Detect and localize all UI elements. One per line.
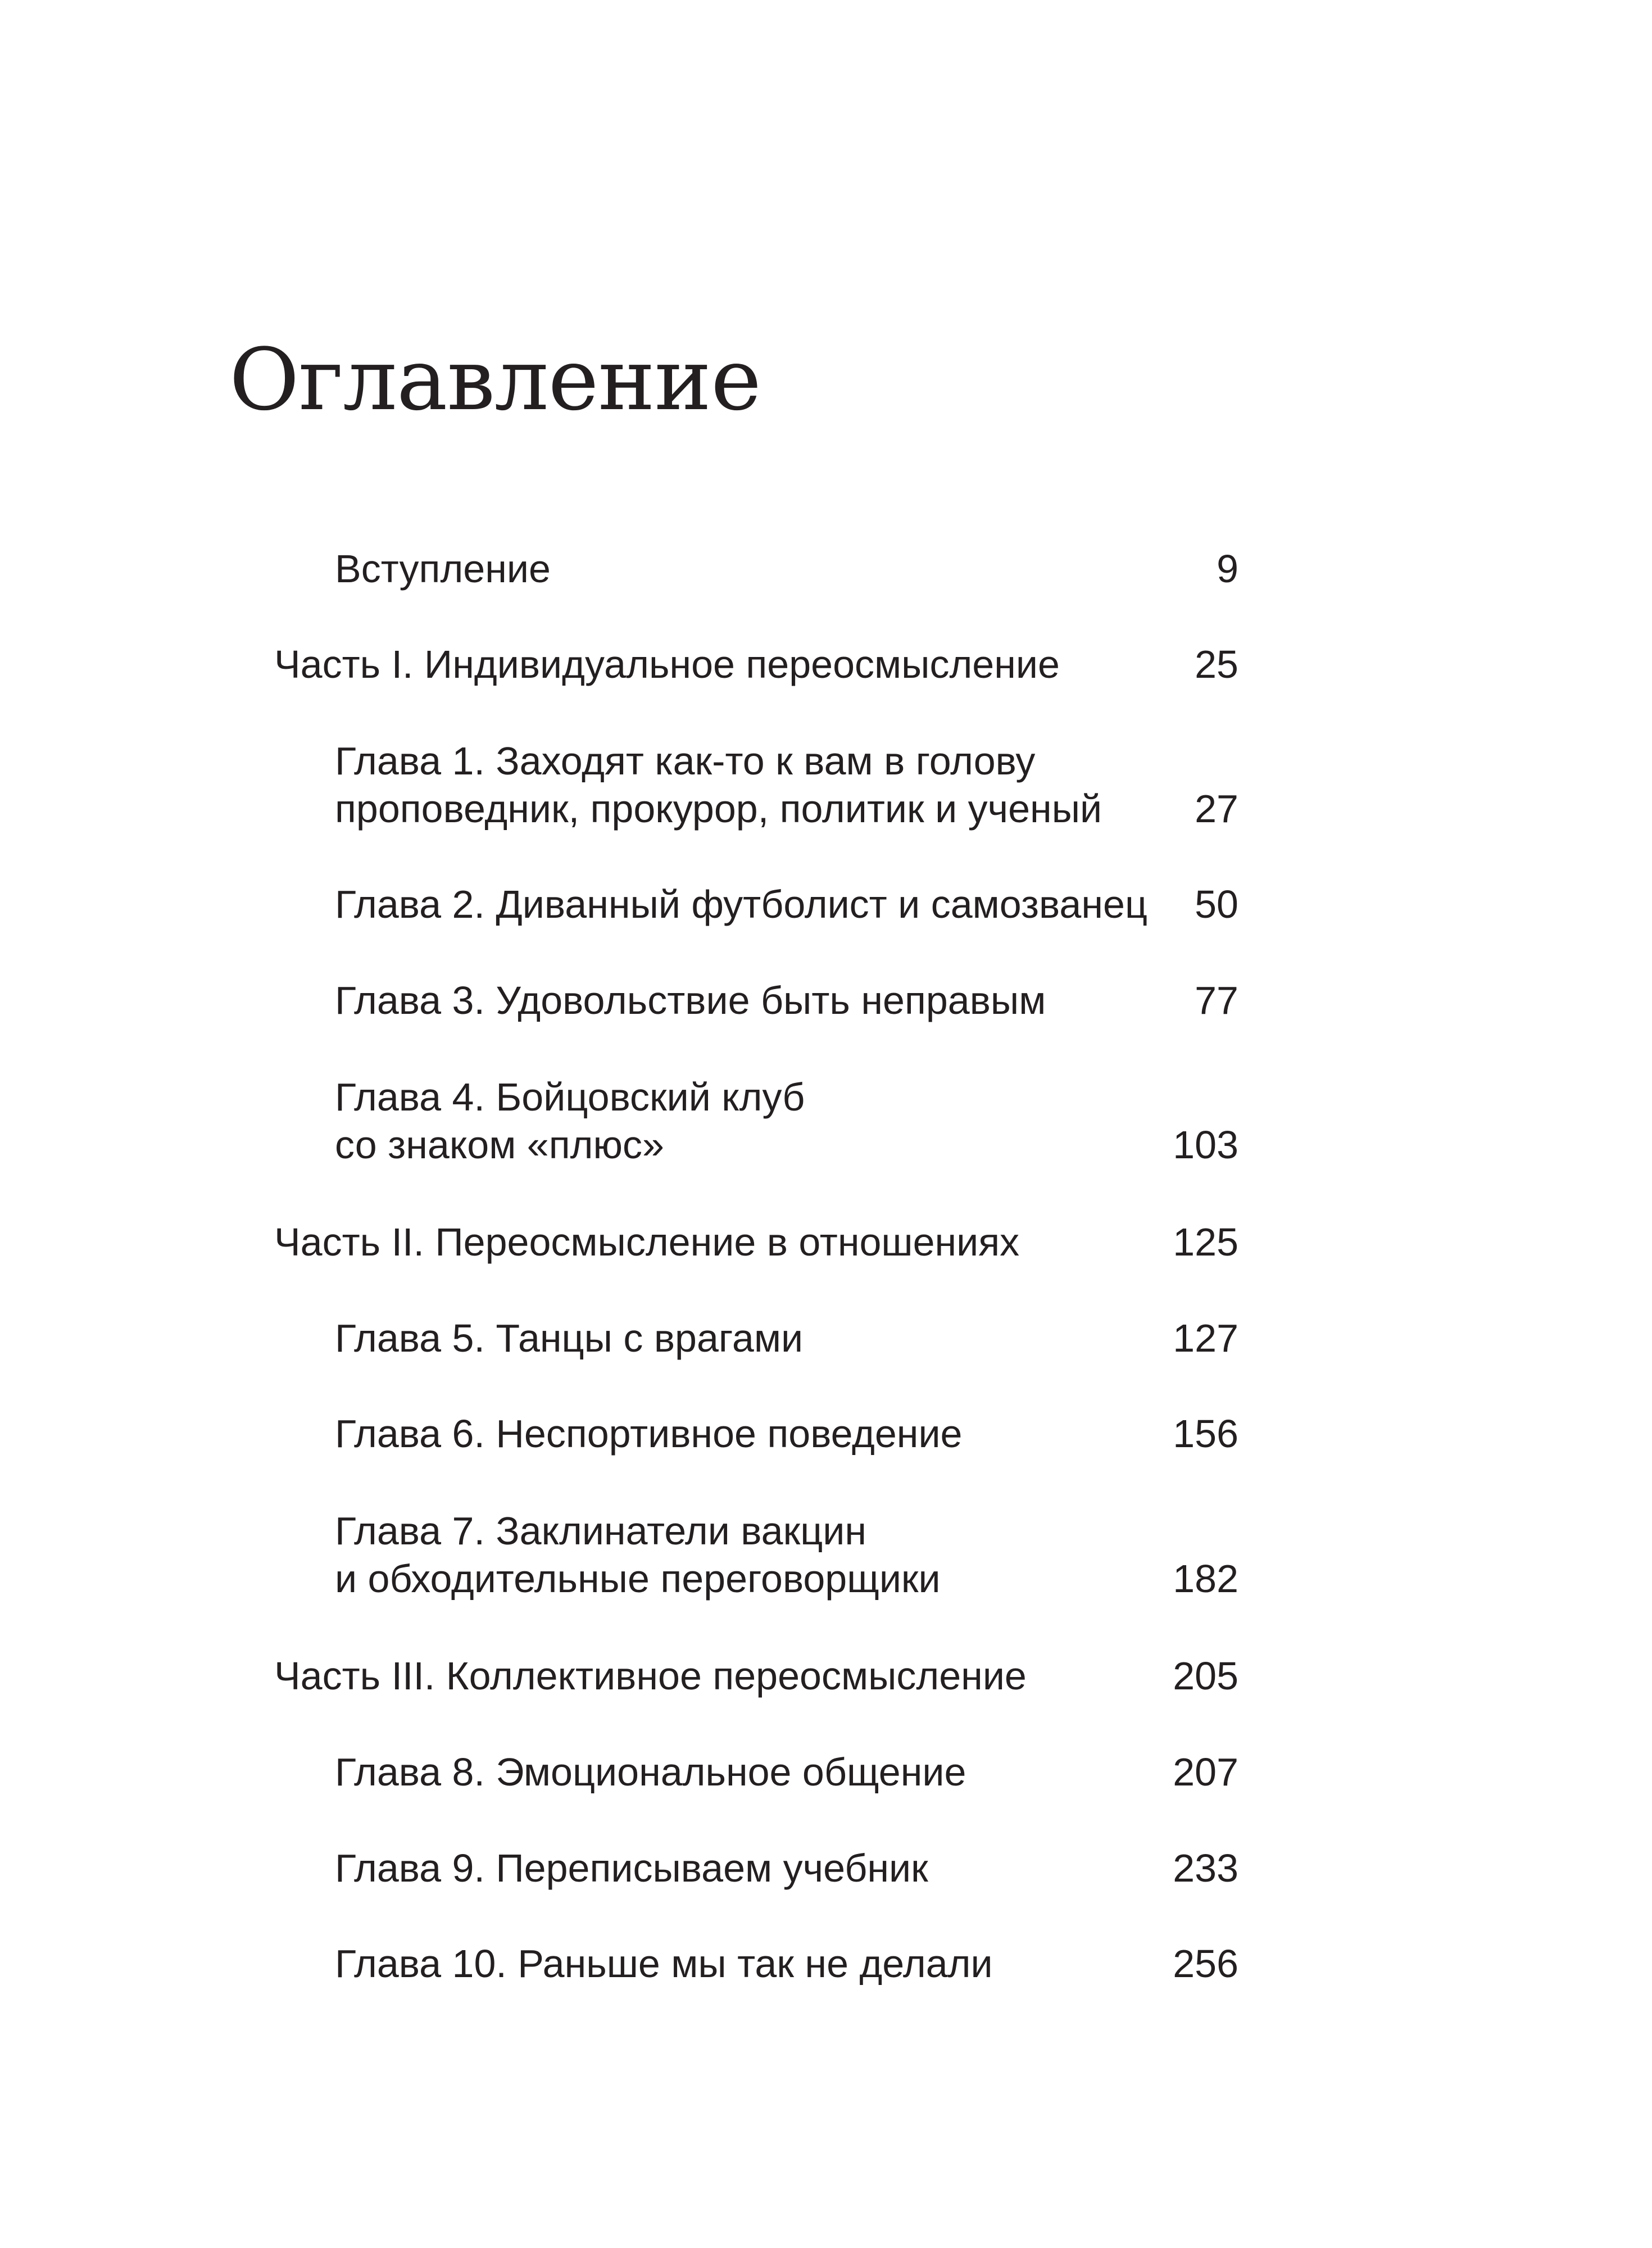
toc-entry-part-2[interactable]: [274, 1218, 1238, 1266]
toc-entry-title: Глава 2. Диванный футболист и самозванец: [335, 882, 1148, 926]
toc-entry-title: Глава 10. Раньше мы так не делали: [335, 1942, 993, 1986]
toc-entry-title: Глава 7. Заклинатели вакцин и обходительные переговорщики: [335, 1509, 941, 1601]
toc-entry-page: 50: [1195, 882, 1238, 926]
toc-entry-title: Часть II. Переосмысление в отношениях: [274, 1220, 1020, 1264]
toc-entry-title: Часть III. Коллективное переосмысление: [274, 1654, 1027, 1698]
toc-entry-title: Глава 3. Удовольствие быть неправым: [335, 978, 1046, 1022]
page-title: Оглавление: [229, 330, 761, 429]
toc-entry-chapter-8[interactable]: [335, 1748, 1238, 1796]
toc-entry-page: 156: [1173, 1412, 1238, 1456]
toc-entry-part-1[interactable]: [274, 641, 1238, 688]
toc-entry-page: 125: [1173, 1220, 1238, 1264]
toc-entry-chapter-3[interactable]: [335, 977, 1238, 1025]
toc-entry-page: 182: [1173, 1557, 1238, 1601]
toc-entry-chapter-5[interactable]: [335, 1315, 1238, 1362]
toc-entry-page: 233: [1173, 1846, 1238, 1890]
toc-entry-page: 103: [1173, 1123, 1238, 1167]
toc-entry-part-3[interactable]: [274, 1652, 1238, 1700]
toc-entry-page: 77: [1195, 978, 1238, 1022]
toc-entry-page: 205: [1173, 1654, 1238, 1698]
toc-entry-title: Глава 4. Бойцовский клуб со знаком «плюс»: [335, 1075, 805, 1167]
toc-entry-page: 207: [1173, 1750, 1238, 1794]
toc-entry-title: Часть I. Индивидуальное переосмысление: [274, 642, 1060, 686]
toc-entry-intro[interactable]: [335, 545, 1238, 593]
toc-entry-page: 256: [1173, 1942, 1238, 1986]
toc-entry-chapter-10[interactable]: [335, 1940, 1238, 1988]
toc-entry-chapter-1[interactable]: [335, 737, 1238, 833]
toc-entry-page: 9: [1217, 547, 1238, 591]
toc-entry-chapter-2[interactable]: [335, 881, 1238, 928]
toc-entry-title: Глава 8. Эмоциональное общение: [335, 1750, 966, 1794]
toc-entry-chapter-6[interactable]: [335, 1410, 1238, 1458]
toc-entry-page: 27: [1195, 787, 1238, 831]
toc-entry-title: Глава 6. Неспортивное поведение: [335, 1412, 963, 1456]
toc-entry-page: 25: [1195, 642, 1238, 686]
toc-entry-title: Глава 1. Заходят как-то к вам в голову проповедник, прокурор, политик и ученый: [335, 739, 1102, 831]
toc-entry-chapter-7[interactable]: [335, 1507, 1238, 1603]
toc-entry-chapter-9[interactable]: [335, 1844, 1238, 1892]
toc-entry-title: Глава 5. Танцы с врагами: [335, 1316, 804, 1360]
toc-entry-title: Глава 9. Переписываем учебник: [335, 1846, 928, 1890]
toc-entry-page: 127: [1173, 1316, 1238, 1360]
toc-entry-chapter-4[interactable]: [335, 1073, 1238, 1169]
toc-entry-title: Вступление: [335, 547, 551, 591]
